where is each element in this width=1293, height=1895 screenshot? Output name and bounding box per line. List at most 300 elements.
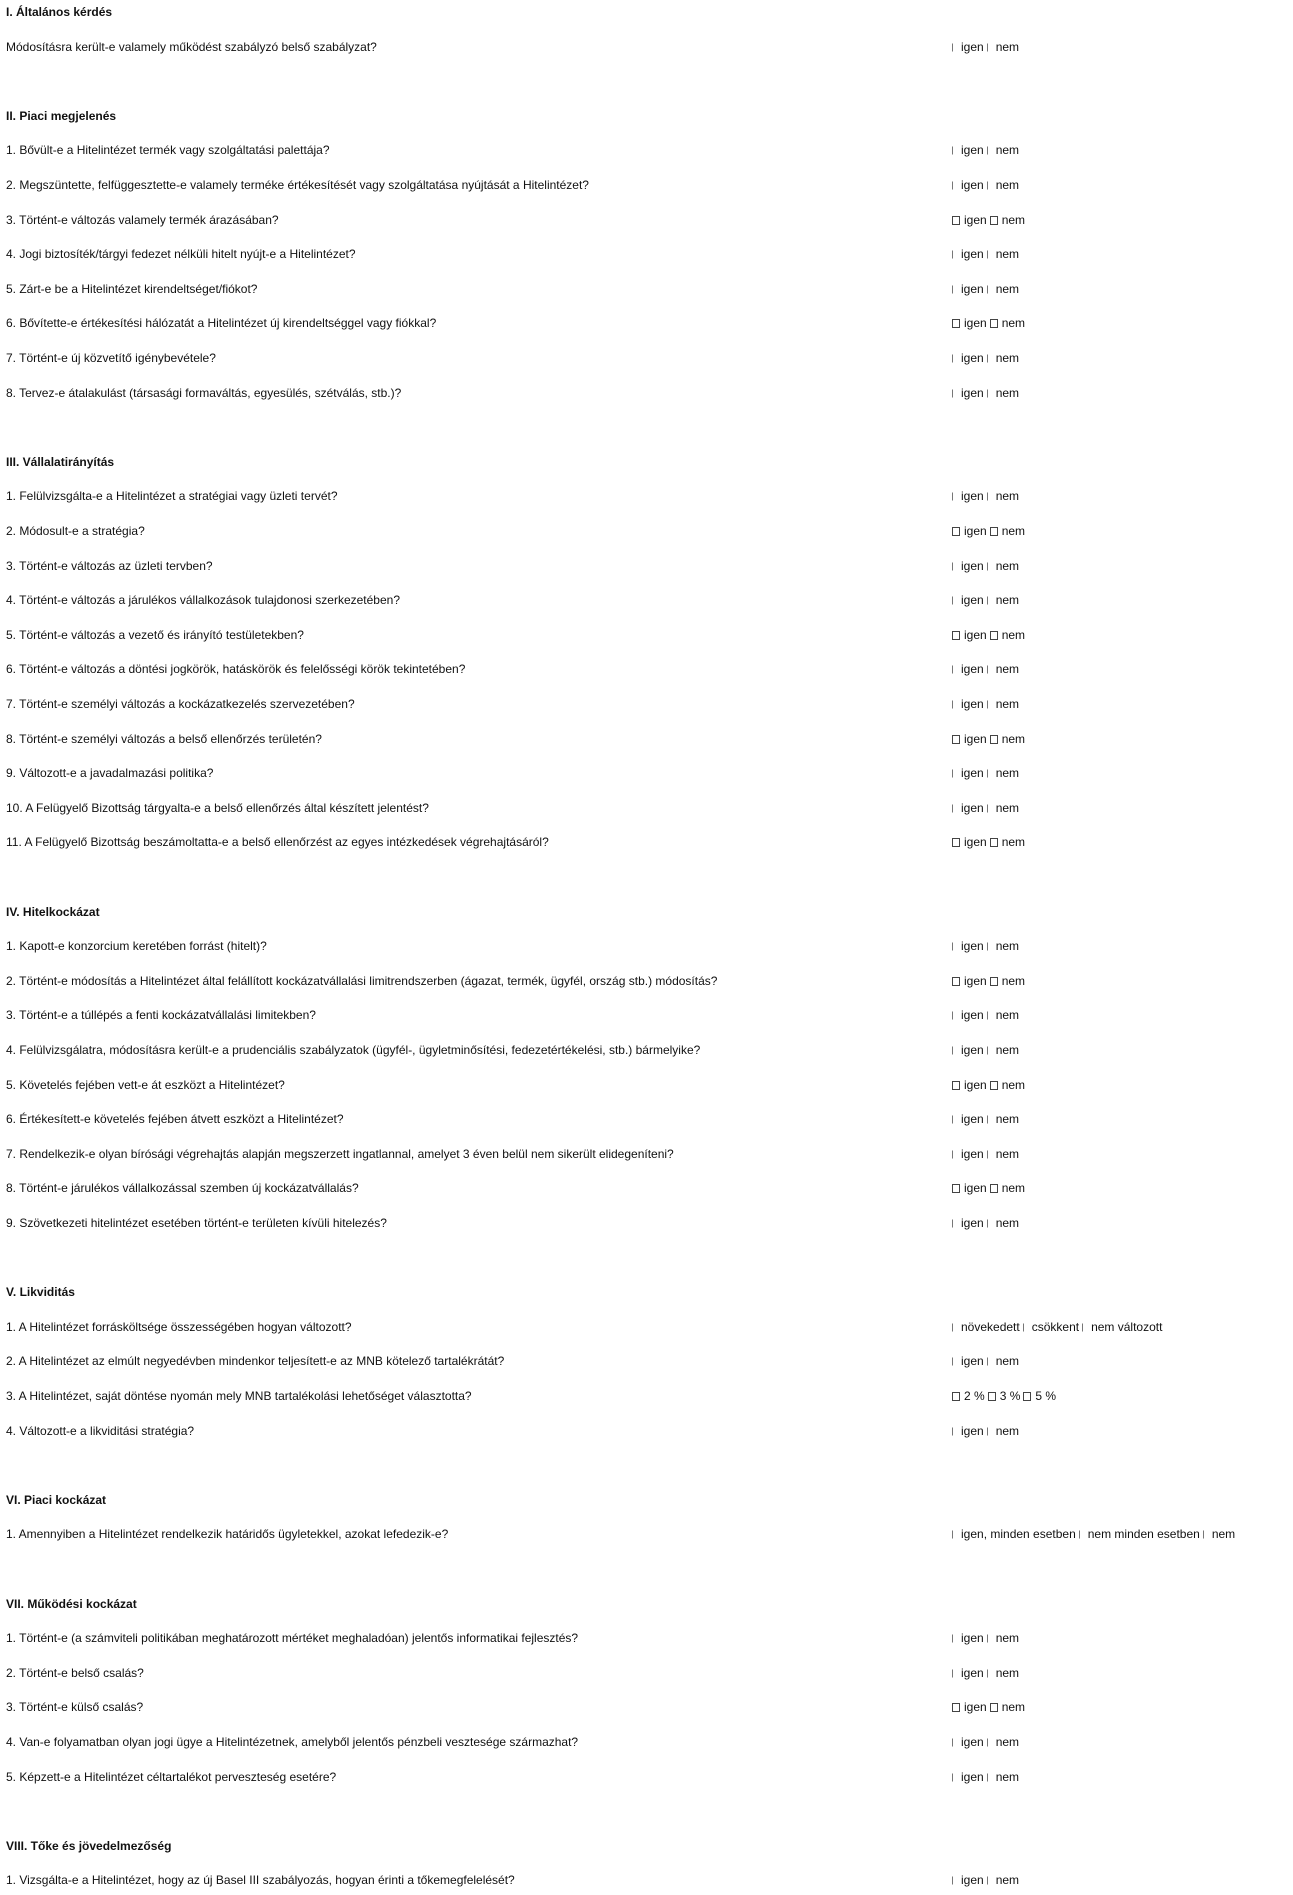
- checkbox-icon[interactable]: [952, 1703, 960, 1712]
- question-text: 4. Történt-e változás a járulékos vállalkozások tulajdonosi szerkezetében?: [6, 593, 400, 608]
- checkbox-icon[interactable]: [1079, 1530, 1084, 1539]
- question-text: 2. Módosult-e a stratégia?: [6, 524, 145, 538]
- question-text: 2. Megszüntette, felfüggesztette-e valamely terméke értékesítését vagy szolgáltatása nyújtását a Hitelintézet?: [6, 178, 589, 192]
- checkbox-icon[interactable]: [987, 942, 992, 951]
- answer-option-label: igen: [961, 1631, 984, 1646]
- answer-option-label: nem minden esetben: [1087, 1527, 1200, 1542]
- answer-options: [952, 1770, 1022, 1784]
- checkbox-icon[interactable]: [987, 1219, 992, 1228]
- answer-option-label: 5 %: [1035, 1389, 1057, 1403]
- checkbox-icon[interactable]: [987, 596, 992, 605]
- answer-option[interactable]: [952, 1770, 984, 1784]
- checkbox-icon[interactable]: [952, 1357, 957, 1366]
- question-text: 3. Történt-e változás valamely termék árazásában?: [6, 212, 279, 227]
- answer-option-label: nem: [995, 39, 1020, 54]
- answer-option-label: nem: [995, 766, 1020, 781]
- answer-options: [952, 974, 1028, 988]
- section-title: VIII. Tőke és jövedelmezőség: [6, 1838, 172, 1853]
- checkbox-icon[interactable]: [952, 1081, 960, 1090]
- answer-option[interactable]: [952, 1424, 984, 1438]
- checkbox-icon[interactable]: [952, 1876, 957, 1885]
- checkbox-icon[interactable]: [990, 838, 998, 847]
- checkbox-icon[interactable]: [987, 181, 992, 190]
- answer-option[interactable]: [987, 386, 1019, 400]
- checkbox-icon[interactable]: [952, 1530, 957, 1539]
- checkbox-icon[interactable]: [990, 977, 998, 986]
- checkbox-icon[interactable]: [987, 1046, 992, 1055]
- answer-option-label: igen: [961, 766, 984, 781]
- checkbox-icon[interactable]: [952, 389, 957, 398]
- answer-option[interactable]: [990, 628, 1025, 642]
- answer-option[interactable]: [987, 1354, 1019, 1368]
- answer-option[interactable]: [1079, 1527, 1200, 1541]
- answer-options: [952, 524, 1028, 538]
- checkbox-icon[interactable]: [987, 1357, 992, 1366]
- question-text: 1. A Hitelintézet forrásköltsége összességében hogyan változott?: [6, 1319, 352, 1334]
- answer-options: [952, 1389, 1059, 1403]
- answer-option-label: nem: [995, 1354, 1020, 1369]
- answer-option-label: nem: [1001, 212, 1026, 227]
- answer-option[interactable]: [952, 489, 984, 503]
- answer-option[interactable]: [1082, 1320, 1162, 1334]
- answer-option[interactable]: [952, 143, 984, 157]
- checkbox-icon[interactable]: [952, 700, 957, 709]
- answer-option[interactable]: [987, 1735, 1019, 1749]
- checkbox-icon[interactable]: [1082, 1323, 1087, 1332]
- answer-option[interactable]: [987, 247, 1019, 261]
- answer-option-label: nem: [995, 1112, 1020, 1127]
- answer-option-label: igen: [961, 939, 984, 954]
- checkbox-icon[interactable]: [987, 250, 992, 259]
- answer-option[interactable]: [987, 1770, 1019, 1784]
- answer-option[interactable]: [952, 559, 984, 573]
- question-text: 2. Történt-e belső csalás?: [6, 1665, 144, 1680]
- checkbox-icon[interactable]: [952, 1184, 960, 1193]
- section-title: III. Vállalatirányítás: [6, 454, 115, 469]
- answer-option[interactable]: [952, 1666, 984, 1680]
- answer-option[interactable]: [952, 593, 984, 607]
- answer-option-label: nem változott: [1091, 1319, 1163, 1334]
- answer-option-label: nem: [995, 1216, 1020, 1230]
- answer-option-label: nem: [995, 247, 1020, 262]
- answer-option-label: nem: [995, 281, 1020, 296]
- checkbox-icon[interactable]: [952, 1219, 957, 1228]
- question-text: 1. Kapott-e konzorcium keretében forrást (hitelt)?: [6, 939, 267, 954]
- checkbox-icon[interactable]: [952, 665, 957, 674]
- answer-option[interactable]: [990, 524, 1025, 538]
- checkbox-icon[interactable]: [952, 1046, 957, 1055]
- checkbox-icon[interactable]: [1203, 1530, 1208, 1539]
- answer-option-label: igen: [961, 662, 984, 677]
- question-text: 1. Történt-e (a számviteli politikában meghatározott mértéket meghaladóan) jelentős informatikai fejlesztés?: [6, 1631, 579, 1646]
- answer-option[interactable]: [952, 939, 984, 953]
- answer-options: [952, 282, 1022, 296]
- answer-option-label: igen: [964, 1077, 987, 1092]
- checkbox-icon[interactable]: [952, 562, 957, 571]
- answer-option[interactable]: [952, 40, 984, 54]
- answer-option[interactable]: [952, 1078, 987, 1092]
- answer-option-label: nem: [1001, 1077, 1026, 1092]
- answer-option[interactable]: [990, 732, 1025, 746]
- answer-option[interactable]: [987, 1631, 1019, 1645]
- checkbox-icon[interactable]: [952, 354, 957, 363]
- answer-option[interactable]: [952, 1181, 987, 1195]
- answer-option-label: növekedett: [961, 1319, 1020, 1334]
- answer-option[interactable]: [952, 1735, 984, 1749]
- answer-options: [952, 766, 1022, 780]
- checkbox-icon[interactable]: [987, 1738, 992, 1747]
- checkbox-icon[interactable]: [952, 527, 960, 536]
- answer-option-label: nem: [995, 489, 1020, 504]
- checkbox-icon[interactable]: [990, 631, 998, 640]
- checkbox-icon[interactable]: [952, 146, 957, 155]
- answer-option-label: nem: [995, 1043, 1020, 1057]
- answer-option[interactable]: [987, 1112, 1019, 1126]
- question-text: 6. Történt-e változás a döntési jogkörök, hatáskörök és felelősségi körök tekintetében?: [6, 662, 466, 677]
- checkbox-icon[interactable]: [987, 769, 992, 778]
- answer-option[interactable]: [987, 766, 1019, 780]
- checkbox-icon[interactable]: [1023, 1392, 1031, 1401]
- question-text: 9. Változott-e a javadalmazási politika?: [6, 766, 214, 781]
- answer-option[interactable]: [987, 662, 1019, 676]
- answer-option-label: nem: [995, 1769, 1020, 1784]
- answer-option[interactable]: [1203, 1527, 1235, 1541]
- answer-option-label: igen: [961, 1112, 984, 1127]
- answer-option-label: nem: [995, 697, 1020, 711]
- checkbox-icon[interactable]: [952, 285, 957, 294]
- answer-option[interactable]: [987, 143, 1019, 157]
- answer-option[interactable]: [952, 1147, 984, 1161]
- answer-option[interactable]: [952, 835, 987, 849]
- checkbox-icon[interactable]: [987, 43, 992, 52]
- answer-option-label: nem: [995, 558, 1020, 573]
- checkbox-icon[interactable]: [987, 1115, 992, 1124]
- answer-option[interactable]: [988, 1389, 1021, 1403]
- answer-option-label: igen: [961, 593, 984, 608]
- question-text: 1. Vizsgálta-e a Hitelintézet, hogy az új Basel III szabályozás, hogyan érinti a tőkemegfelelését?: [6, 1873, 515, 1888]
- answer-option[interactable]: [990, 316, 1025, 330]
- checkbox-icon[interactable]: [987, 1876, 992, 1885]
- answer-option-label: nem: [995, 662, 1020, 677]
- answer-option[interactable]: [952, 1043, 984, 1057]
- answer-option[interactable]: [952, 1320, 1020, 1334]
- answer-option[interactable]: [952, 1527, 1076, 1541]
- answer-option-label: igen: [961, 281, 984, 296]
- checkbox-icon[interactable]: [990, 1703, 998, 1712]
- checkbox-icon[interactable]: [952, 1011, 957, 1020]
- question-text: 4. Jogi biztosíték/tárgyi fedezet nélküli hitelt nyújt-e a Hitelintézet?: [6, 247, 356, 262]
- answer-option-label: igen: [961, 1873, 984, 1888]
- question-text: 10. A Felügyelő Bizottság tárgyalta-e a belső ellenőrzés által készített jelentést?: [6, 800, 429, 815]
- checkbox-icon[interactable]: [952, 1323, 957, 1332]
- answer-option[interactable]: [987, 178, 1019, 192]
- question-text: 8. Történt-e járulékos vállalkozással szemben új kockázatvállalás?: [6, 1181, 359, 1196]
- answer-options: [952, 143, 1022, 157]
- answer-option-label: igen: [961, 351, 984, 365]
- answer-option[interactable]: [987, 489, 1019, 503]
- answer-options: [952, 1631, 1022, 1645]
- answer-option-label: nem: [995, 1873, 1020, 1888]
- answer-option-label: nem: [1001, 1181, 1026, 1196]
- checkbox-icon[interactable]: [952, 769, 957, 778]
- answer-option[interactable]: [952, 178, 984, 192]
- checkbox-icon[interactable]: [987, 1011, 992, 1020]
- answer-option-label: nem: [1001, 731, 1026, 746]
- answer-options: [952, 697, 1022, 711]
- answer-option[interactable]: [987, 351, 1019, 365]
- answer-options: [952, 732, 1028, 746]
- answer-option[interactable]: [1023, 1320, 1079, 1334]
- answer-option[interactable]: [987, 801, 1019, 815]
- answer-option-label: igen: [961, 800, 984, 815]
- answer-option[interactable]: [987, 1873, 1019, 1887]
- answer-option-label: igen: [961, 247, 984, 262]
- answer-option[interactable]: [990, 1078, 1025, 1092]
- question-text: 5. Követelés fejében vett-e át eszközt a Hitelintézet?: [6, 1077, 285, 1092]
- checkbox-icon[interactable]: [952, 977, 960, 986]
- answer-option[interactable]: [952, 1112, 984, 1126]
- section-title: II. Piaci megjelenés: [6, 108, 117, 123]
- answer-option-label: nem: [1211, 1527, 1236, 1542]
- checkbox-icon[interactable]: [987, 354, 992, 363]
- question-text: 4. Van-e folyamatban olyan jogi ügye a Hitelintézetnek, amelyből jelentős pénzbeli vesztesége származhat?: [6, 1735, 579, 1749]
- answer-option-label: igen: [961, 1146, 984, 1161]
- answer-option[interactable]: [952, 801, 984, 815]
- answer-options: [952, 1527, 1238, 1541]
- answer-option[interactable]: [952, 697, 984, 711]
- answer-option-label: nem: [995, 800, 1020, 815]
- answer-option[interactable]: [1023, 1389, 1056, 1403]
- answer-option-label: igen: [964, 524, 987, 538]
- checkbox-icon[interactable]: [990, 216, 998, 225]
- question-text: 7. Történt-e személyi változás a kockázatkezelés szervezetében?: [6, 697, 355, 711]
- question-text: 3. Történt-e a túllépés a fenti kockázatvállalási limitekben?: [6, 1008, 316, 1023]
- answer-options: [952, 801, 1022, 815]
- checkbox-icon[interactable]: [952, 1669, 957, 1678]
- answer-option[interactable]: [987, 1666, 1019, 1680]
- answer-option[interactable]: [990, 213, 1025, 227]
- answer-option-label: nem: [995, 143, 1020, 158]
- answer-option-label: 3 %: [999, 1389, 1021, 1403]
- answer-option[interactable]: [952, 628, 987, 642]
- question-text: Módosításra került-e valamely működést szabályzó belső szabályzat?: [6, 39, 377, 54]
- answer-option-label: igen: [961, 385, 984, 400]
- answer-option-label: nem: [995, 178, 1020, 192]
- checkbox-icon[interactable]: [987, 389, 992, 398]
- checkbox-icon[interactable]: [988, 1392, 996, 1401]
- checkbox-icon[interactable]: [952, 838, 960, 847]
- checkbox-icon[interactable]: [952, 319, 960, 328]
- question-text: 7. Rendelkezik-e olyan bírósági végrehajtás alapján megszerzett ingatlannal, amelyet 3 éven belül nem sikerült elidegeníteni?: [6, 1146, 674, 1161]
- checkbox-icon[interactable]: [952, 804, 957, 813]
- answer-option[interactable]: [952, 1008, 984, 1022]
- answer-option-label: igen: [961, 1216, 984, 1230]
- answer-option[interactable]: [987, 1216, 1019, 1230]
- checkbox-icon[interactable]: [990, 735, 998, 744]
- checkbox-icon[interactable]: [952, 1150, 957, 1159]
- answer-option[interactable]: [987, 1043, 1019, 1057]
- answer-option[interactable]: [952, 1631, 984, 1645]
- checkbox-icon[interactable]: [987, 804, 992, 813]
- answer-options: [952, 1320, 1165, 1334]
- answer-options: [952, 386, 1022, 400]
- checkbox-icon[interactable]: [952, 492, 957, 501]
- answer-option[interactable]: [952, 247, 984, 261]
- answer-option[interactable]: [952, 766, 984, 780]
- checkbox-icon[interactable]: [952, 735, 960, 744]
- answer-option[interactable]: [987, 40, 1019, 54]
- answer-option-label: igen: [964, 316, 987, 331]
- answer-option[interactable]: [952, 1873, 984, 1887]
- answer-option[interactable]: [952, 351, 984, 365]
- answer-option[interactable]: [952, 974, 987, 988]
- question-text: 1. Amennyiben a Hitelintézet rendelkezik határidős ügyletekkel, azokat lefedezik-e?: [6, 1527, 449, 1542]
- answer-option[interactable]: [987, 1424, 1019, 1438]
- checkbox-icon[interactable]: [987, 1150, 992, 1159]
- answer-options: [952, 835, 1028, 849]
- answer-options: [952, 1078, 1028, 1092]
- answer-option[interactable]: [952, 524, 987, 538]
- answer-option[interactable]: [990, 1700, 1025, 1714]
- answer-option[interactable]: [990, 1181, 1025, 1195]
- answer-options: [952, 316, 1028, 330]
- checkbox-icon[interactable]: [987, 700, 992, 709]
- answer-option-label: nem: [995, 593, 1020, 608]
- checkbox-icon[interactable]: [952, 1115, 957, 1124]
- answer-option-label: nem: [1001, 524, 1026, 538]
- answer-option[interactable]: [952, 386, 984, 400]
- answer-options: [952, 1700, 1028, 1714]
- checkbox-icon[interactable]: [987, 562, 992, 571]
- answer-options: [952, 178, 1022, 192]
- answer-option-label: igen: [964, 835, 987, 850]
- answer-option-label: igen: [961, 697, 984, 711]
- answer-option-label: igen: [964, 627, 987, 642]
- section-title: VI. Piaci kockázat: [6, 1492, 107, 1507]
- checkbox-icon[interactable]: [952, 631, 960, 640]
- answer-option[interactable]: [987, 282, 1019, 296]
- answer-option[interactable]: [952, 316, 987, 330]
- answer-option[interactable]: [987, 939, 1019, 953]
- checkbox-icon[interactable]: [952, 43, 957, 52]
- answer-option-label: nem: [995, 385, 1020, 400]
- section-title: VII. Működési kockázat: [6, 1596, 137, 1611]
- answer-option[interactable]: [952, 662, 984, 676]
- answer-options: [952, 40, 1022, 54]
- checkbox-icon[interactable]: [990, 527, 998, 536]
- checkbox-icon[interactable]: [987, 1634, 992, 1643]
- answer-option[interactable]: [987, 593, 1019, 607]
- question-text: 1. Bővült-e a Hitelintézet termék vagy szolgáltatási palettája?: [6, 143, 330, 158]
- answer-option[interactable]: [990, 974, 1025, 988]
- checkbox-icon[interactable]: [987, 1669, 992, 1678]
- answer-option-label: igen, minden esetben: [961, 1527, 1076, 1542]
- checkbox-icon[interactable]: [987, 146, 992, 155]
- answer-option-label: igen: [964, 731, 987, 746]
- checkbox-icon[interactable]: [1023, 1323, 1028, 1332]
- checkbox-icon[interactable]: [990, 319, 998, 328]
- answer-option-label: igen: [964, 1181, 987, 1196]
- question-text: 8. Tervez-e átalakulást (társasági formaváltás, egyesülés, szétválás, stb.)?: [6, 385, 402, 400]
- answer-options: [952, 213, 1028, 227]
- checkbox-icon[interactable]: [952, 942, 957, 951]
- answer-option[interactable]: [987, 697, 1019, 711]
- answer-option-label: igen: [961, 489, 984, 504]
- answer-option[interactable]: [952, 1700, 987, 1714]
- question-text: 3. Történt-e változás az üzleti tervben?: [6, 558, 213, 573]
- checkbox-icon[interactable]: [952, 181, 957, 190]
- answer-option-label: nem: [995, 939, 1020, 954]
- answer-option[interactable]: [952, 1216, 984, 1230]
- answer-options: [952, 351, 1022, 365]
- answer-option-label: igen: [961, 1769, 984, 1784]
- question-text: 2. Történt-e módosítás a Hitelintézet által felállított kockázatvállalási limitrendszerben (ágazat, termék, ügyfél, ország stb.) módosítás?: [6, 973, 718, 988]
- answer-option-label: nem: [1001, 973, 1026, 988]
- answer-option-label: nem: [995, 1665, 1020, 1680]
- answer-option[interactable]: [952, 1389, 985, 1403]
- answer-option-label: nem: [995, 1008, 1020, 1023]
- answer-option-label: nem: [995, 351, 1020, 365]
- answer-options: [952, 489, 1022, 503]
- checkbox-icon[interactable]: [987, 1427, 992, 1436]
- answer-options: [952, 247, 1022, 261]
- question-text: 7. Történt-e új közvetítő igénybevétele?: [6, 351, 216, 365]
- answer-option[interactable]: [987, 1147, 1019, 1161]
- answer-option[interactable]: [952, 1354, 984, 1368]
- checkbox-icon[interactable]: [952, 250, 957, 259]
- checkbox-icon[interactable]: [952, 216, 960, 225]
- section-title: IV. Hitelkockázat: [6, 904, 100, 919]
- question-text: 3. A Hitelintézet, saját döntése nyomán mely MNB tartalékolási lehetőséget választotta?: [6, 1389, 472, 1403]
- checkbox-icon[interactable]: [990, 1184, 998, 1193]
- answer-option-label: csökkent: [1031, 1319, 1080, 1334]
- answer-option[interactable]: [952, 732, 987, 746]
- answer-options: [952, 559, 1022, 573]
- checkbox-icon[interactable]: [990, 1081, 998, 1090]
- checkbox-icon[interactable]: [952, 1634, 957, 1643]
- answer-options: [952, 1216, 1022, 1230]
- answer-option[interactable]: [952, 213, 987, 227]
- question-text: 3. Történt-e külső csalás?: [6, 1700, 144, 1715]
- checkbox-icon[interactable]: [987, 492, 992, 501]
- checkbox-icon[interactable]: [952, 1427, 957, 1436]
- checkbox-icon[interactable]: [987, 285, 992, 294]
- answer-option-label: igen: [961, 1423, 984, 1438]
- question-text: 5. Történt-e változás a vezető és irányító testületekben?: [6, 627, 304, 642]
- checkbox-icon[interactable]: [952, 1738, 957, 1747]
- answer-options: [952, 1666, 1022, 1680]
- checkbox-icon[interactable]: [987, 1773, 992, 1782]
- answer-option-label: igen: [961, 1665, 984, 1680]
- answer-option-label: igen: [961, 1735, 984, 1749]
- question-text: 5. Zárt-e be a Hitelintézet kirendeltséget/fiókot?: [6, 281, 258, 296]
- answer-option[interactable]: [952, 282, 984, 296]
- question-text: 6. Bővítette-e értékesítési hálózatát a Hitelintézet új kirendeltséggel vagy fiókkal?: [6, 316, 437, 331]
- checkbox-icon[interactable]: [952, 596, 957, 605]
- question-text: 1. Felülvizsgálta-e a Hitelintézet a stratégiai vagy üzleti tervét?: [6, 489, 338, 504]
- checkbox-icon[interactable]: [952, 1773, 957, 1782]
- checkbox-icon[interactable]: [987, 665, 992, 674]
- answer-option[interactable]: [987, 559, 1019, 573]
- answer-option-label: nem: [1001, 627, 1026, 642]
- answer-option[interactable]: [987, 1008, 1019, 1022]
- answer-option[interactable]: [990, 835, 1025, 849]
- answer-option-label: nem: [1001, 1700, 1026, 1715]
- answer-options: [952, 939, 1022, 953]
- answer-options: [952, 1112, 1022, 1126]
- answer-option-label: igen: [961, 1354, 984, 1369]
- checkbox-icon[interactable]: [952, 1392, 960, 1401]
